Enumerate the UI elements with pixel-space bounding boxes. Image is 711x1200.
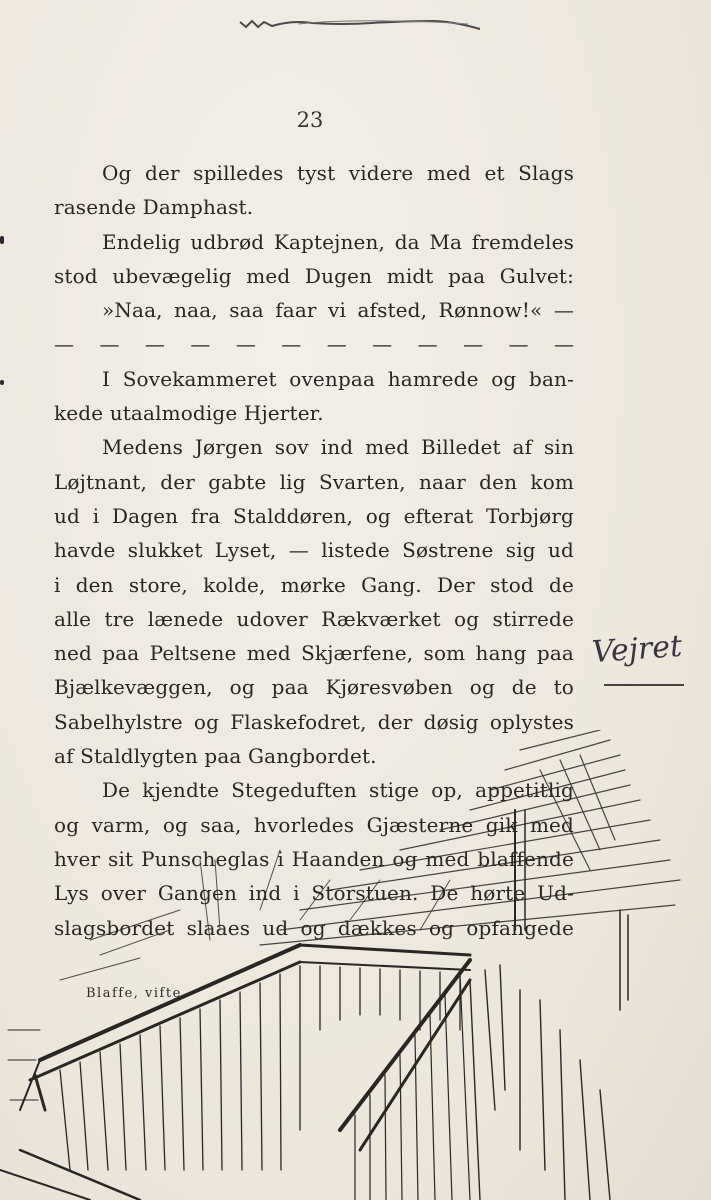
text-line: Bjælkevæggen, og paa Kjøresvøben og de to xyxy=(54,675,574,700)
dash-separator: — — — — — — — — — — — — xyxy=(54,332,574,357)
page-edge-mark xyxy=(0,236,4,244)
handwritten-margin-note: Vejret xyxy=(590,628,684,671)
text-line: Og der spilledes tyst videre med et Slags xyxy=(102,161,574,185)
text-line: Sabelhylstre og Flaskefodret, der døsig oplystes xyxy=(54,709,574,734)
page-number: 23 xyxy=(296,108,324,132)
sketch-caption: Blaffe, vifte xyxy=(86,986,182,1001)
header-ornament-icon xyxy=(238,12,488,34)
text-line: af Staldlygten paa Gangbordet. xyxy=(54,744,377,769)
text-line: stod ubevægelig med Dugen midt paa Gulvet: xyxy=(54,263,574,288)
page-edge-mark xyxy=(0,380,4,385)
text-line: rasende Damphast. xyxy=(54,195,254,220)
text-line: I Sovekammeret ovenpaa hamrede og ban- xyxy=(102,366,574,391)
text-line: og varm, og saa, hvorledes Gjæsterne gik med xyxy=(54,812,574,837)
text-line: alle tre lænede udover Rækværket og stirrede xyxy=(54,606,574,631)
margin-rule xyxy=(604,684,684,686)
text-line: Løjtnant, der gabte lig Svarten, naar den kom xyxy=(54,469,574,494)
text-line: havde slukket Lyset, — listede Søstrene sig ud xyxy=(54,538,574,563)
text-line: ned paa Peltsene med Skjærfene, som hang paa xyxy=(54,641,574,666)
staircase-ink-sketch-icon xyxy=(0,730,711,1200)
text-line: ud i Dagen fra Stalddøren, og efterat Torbjørg xyxy=(54,503,574,528)
text-line: Endelig udbrød Kaptejnen, da Ma fremdeles xyxy=(102,229,574,254)
text-line: »Naa, naa, saa faar vi afsted, Rønnow!« — xyxy=(102,298,574,323)
text-line: Medens Jørgen sov ind med Billedet af sin xyxy=(102,435,574,460)
text-line: slagsbordet slaaes ud og dækkes og opfangede xyxy=(54,915,574,940)
text-line: Lys over Gangen ind i Storstuen. De hørte Ud- xyxy=(54,881,574,906)
text-line: i den store, kolde, mørke Gang. Der stod de xyxy=(54,572,574,597)
text-line: De kjendte Stegeduften stige op, appetitlig xyxy=(102,778,574,803)
text-line: kede utaalmodige Hjerter. xyxy=(54,401,324,426)
text-line: hver sit Punscheglas i Haanden og med blaffende xyxy=(54,846,574,871)
